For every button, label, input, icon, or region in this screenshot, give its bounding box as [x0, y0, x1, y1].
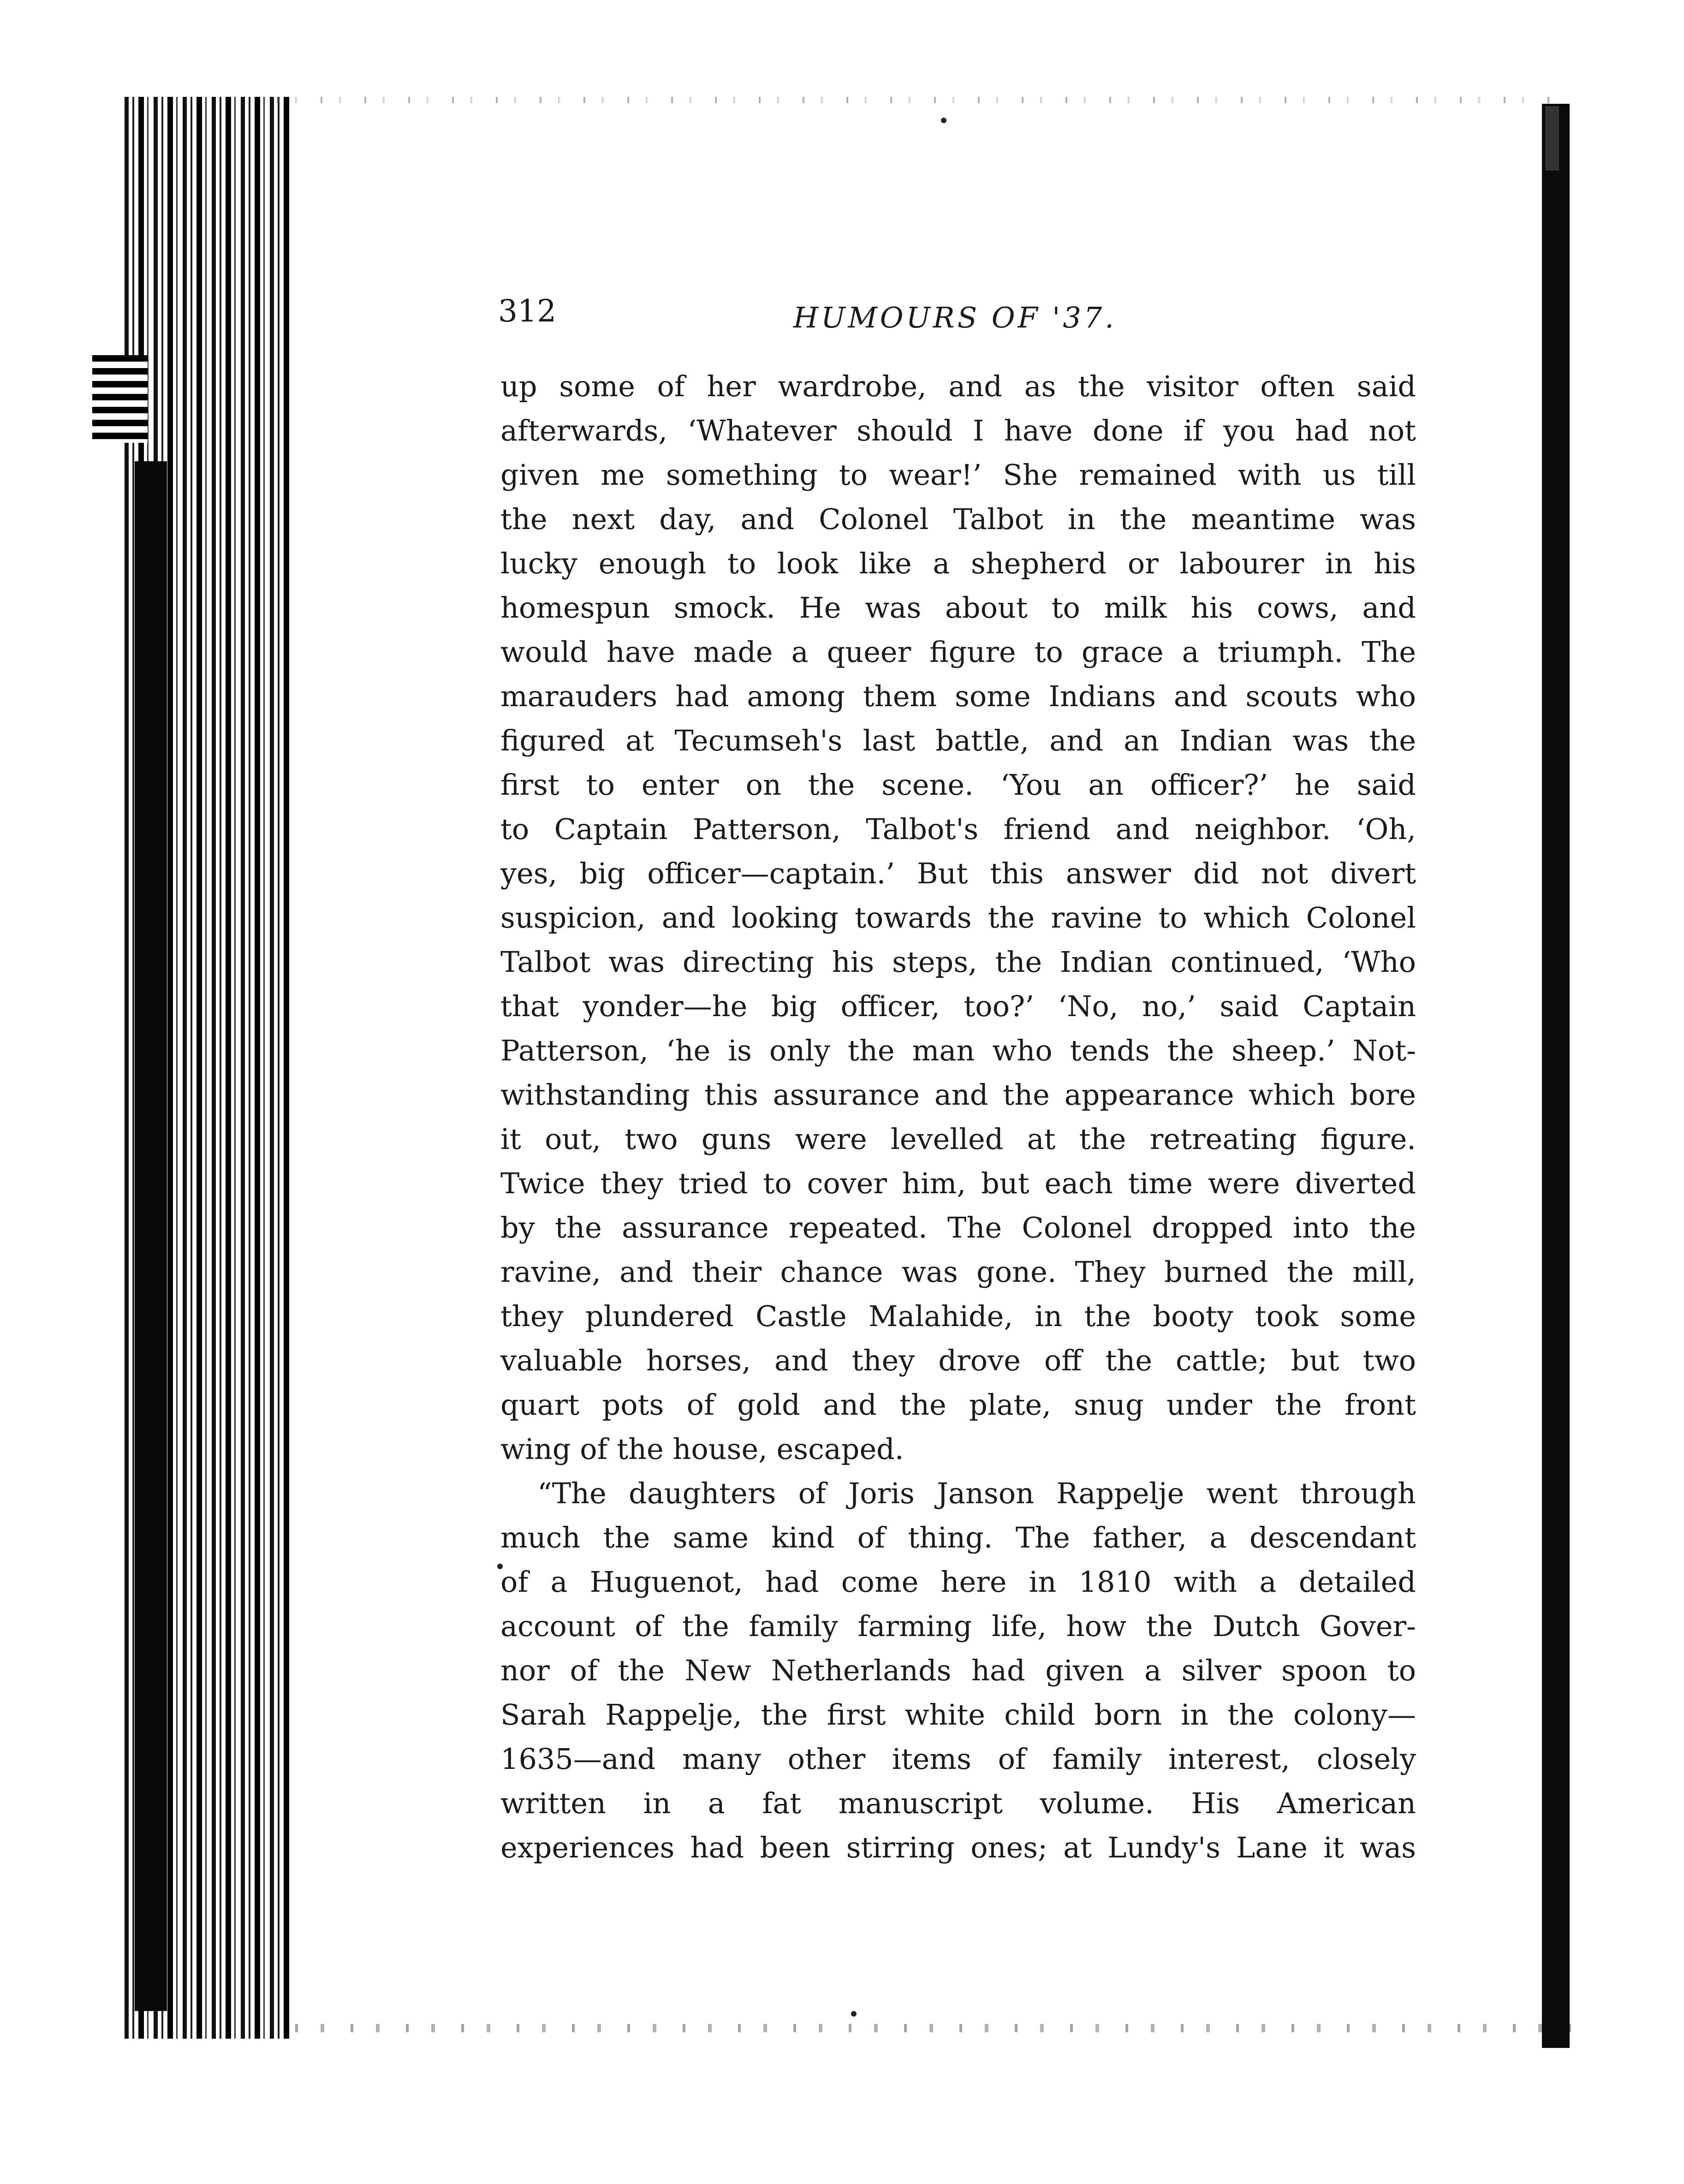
- text-line: Sarah Rappelje, the first white child born in the colony—: [500, 1698, 1416, 1732]
- text-line: yes, big officer—captain.’ But this answer did not divert: [500, 857, 1416, 890]
- text-line: “The daughters of Joris Janson Rappelje went through: [537, 1476, 1416, 1510]
- text-line: 1635—and many other items of family interest, closely: [500, 1742, 1416, 1776]
- text-line: to Captain Patterson, Talbot's friend and neighbor. ‘Oh,: [500, 812, 1416, 846]
- text-line: experiences had been stirring ones; at Lundy's Lane it was: [500, 1831, 1416, 1864]
- right-page-edge: [1542, 104, 1570, 2048]
- text-line: suspicion, and looking towards the ravine to which Colonel: [500, 901, 1416, 934]
- text-line: valuable horses, and they drove off the cattle; but two: [500, 1344, 1416, 1377]
- text-line: Patterson, ‘he is only the man who tends the sheep.’ Not-: [500, 1034, 1416, 1067]
- text-line: that yonder—he big officer, too?’ ‘No, no,’ said Captain: [500, 989, 1416, 1023]
- paragraph: [500, 364, 1416, 1471]
- text-line: given me something to wear!’ She remained with us till: [500, 458, 1416, 492]
- text-line: lucky enough to look like a shepherd or labourer in his: [500, 547, 1416, 580]
- text-line: it out, two guns were levelled at the retreating figure.: [500, 1122, 1416, 1156]
- running-title: HUMOURS OF '37.: [793, 301, 1117, 334]
- text-line: they plundered Castle Malahide, in the booty took some: [500, 1299, 1416, 1333]
- text-line: Talbot was directing his steps, the Indian continued, ‘Who: [500, 945, 1416, 979]
- bottom-scan-noise: [295, 2024, 1582, 2032]
- text-line: much the same kind of thing. The father, a descendant: [500, 1521, 1416, 1554]
- text-line: Twice they tried to cover him, but each time were diverted: [500, 1166, 1416, 1200]
- page-number: 312: [498, 293, 556, 329]
- text-line: ravine, and their chance was gone. They burned the mill,: [500, 1255, 1416, 1289]
- text-line: homespun smock. He was about to milk his cows, and: [500, 591, 1416, 625]
- text-line: would have made a queer figure to grace a triumph. The: [500, 635, 1416, 669]
- paragraph: [500, 1471, 1416, 1870]
- binding-marks: [92, 355, 148, 443]
- text-line: quart pots of gold and the plate, snug under the front: [500, 1388, 1416, 1422]
- binding-shadow: [135, 461, 167, 2011]
- text-line: afterwards, ‘Whatever should I have done if you had not: [500, 414, 1416, 447]
- text-line: marauders had among them some Indians and scouts who: [500, 679, 1416, 713]
- text-line: written in a fat manuscript volume. His American: [500, 1786, 1416, 1820]
- text-line: the next day, and Colonel Talbot in the meantime was: [500, 502, 1416, 536]
- scan-speck: [941, 118, 946, 123]
- text-line: withstanding this assurance and the appearance which bore: [500, 1078, 1416, 1112]
- text-line: first to enter on the scene. ‘You an officer?’ he said: [500, 768, 1416, 802]
- page-header: [498, 288, 1421, 344]
- text-line: up some of her wardrobe, and as the visitor often said: [500, 369, 1416, 403]
- top-scan-noise: [277, 97, 1564, 103]
- scan-speck: [851, 2011, 857, 2017]
- text-line: wing of the house, escaped.: [500, 1432, 904, 1466]
- text-line: figured at Tecumseh's last battle, and an Indian was the: [500, 724, 1416, 757]
- right-page-edge-top: [1545, 106, 1559, 171]
- text-line: by the assurance repeated. The Colonel dropped into the: [500, 1211, 1416, 1244]
- text-line: account of the family farming life, how the Dutch Gover-: [500, 1609, 1416, 1643]
- text-line: of a Huguenot, had come here in 1810 with a detailed: [500, 1565, 1416, 1599]
- text-line: nor of the New Netherlands had given a silver spoon to: [500, 1654, 1416, 1687]
- body-text: [500, 364, 1416, 1870]
